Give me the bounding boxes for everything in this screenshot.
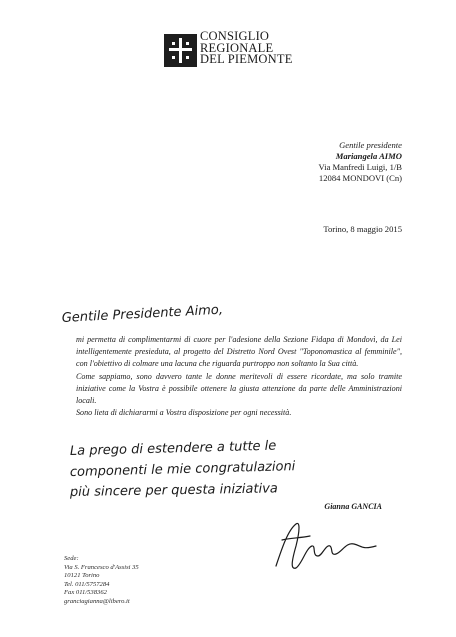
letter-body <box>76 334 402 419</box>
recipient-street: Via Manfredi Luigi, 1/B <box>318 162 402 172</box>
handwritten-signature <box>276 523 376 568</box>
recipient-city: 12084 MONDOVI (Cn) <box>318 173 402 183</box>
recipient-salutation: Gentile presidente <box>339 140 402 150</box>
body-paragraph-1: mi permetta di complimentarmi di cuore per l'adesione della Sezione Fidapa di Mondovì, da Lei intelligentemente presieduta, al progetto del Distretto Nord Ovest "Toponomastica al femminile", con l'obiettivo di colmare una lacuna che riguarda purtroppo non soltanto la Sua città. <box>76 335 402 369</box>
signature-name: Gianna GANCIA <box>324 502 382 511</box>
footer-tel: Tel. 011/5757284 <box>64 580 110 588</box>
letterhead-line-2: REGIONALE <box>200 40 274 55</box>
body-paragraph-2: Come sappiamo, sono davvero tante le donne meritevoli di essere ricordate, ma solo tramite iniziative come la Vostra è possibile ottenere la giusta attenzione da parte delle Amministrazioni locali. <box>76 371 402 406</box>
footer-email: granciagianna@libero.it <box>64 597 130 605</box>
footer-office-address <box>64 555 139 607</box>
letterhead-line-3: DEL PIEMONTE <box>200 52 293 66</box>
letterhead-line-1: CONSIGLIO <box>200 29 270 43</box>
footer-city: 10121 Torino <box>64 572 100 580</box>
handwritten-closing-line-2: componenti le mie congratulazioni <box>69 459 296 480</box>
recipient-name: Mariangela AIMO <box>335 151 402 161</box>
footer-label: Sede: <box>64 555 79 562</box>
footer-street: Via S. Francesco d'Assisi 35 <box>64 563 139 571</box>
letter-date: Torino, 8 maggio 2015 <box>323 224 402 234</box>
handwritten-closing-line-3: più sincere per questa iniziativa <box>69 481 278 500</box>
body-paragraph-3: Sono lieta di dichiararmi a Vostra disposizione per ogni necessità. <box>76 408 292 418</box>
handwritten-greeting: Gentile Presidente Aimo, <box>61 302 224 326</box>
footer-fax: Fax 011/538362 <box>64 589 107 597</box>
handwritten-closing-line-1: La prego di estendere a tutte le <box>69 438 277 459</box>
